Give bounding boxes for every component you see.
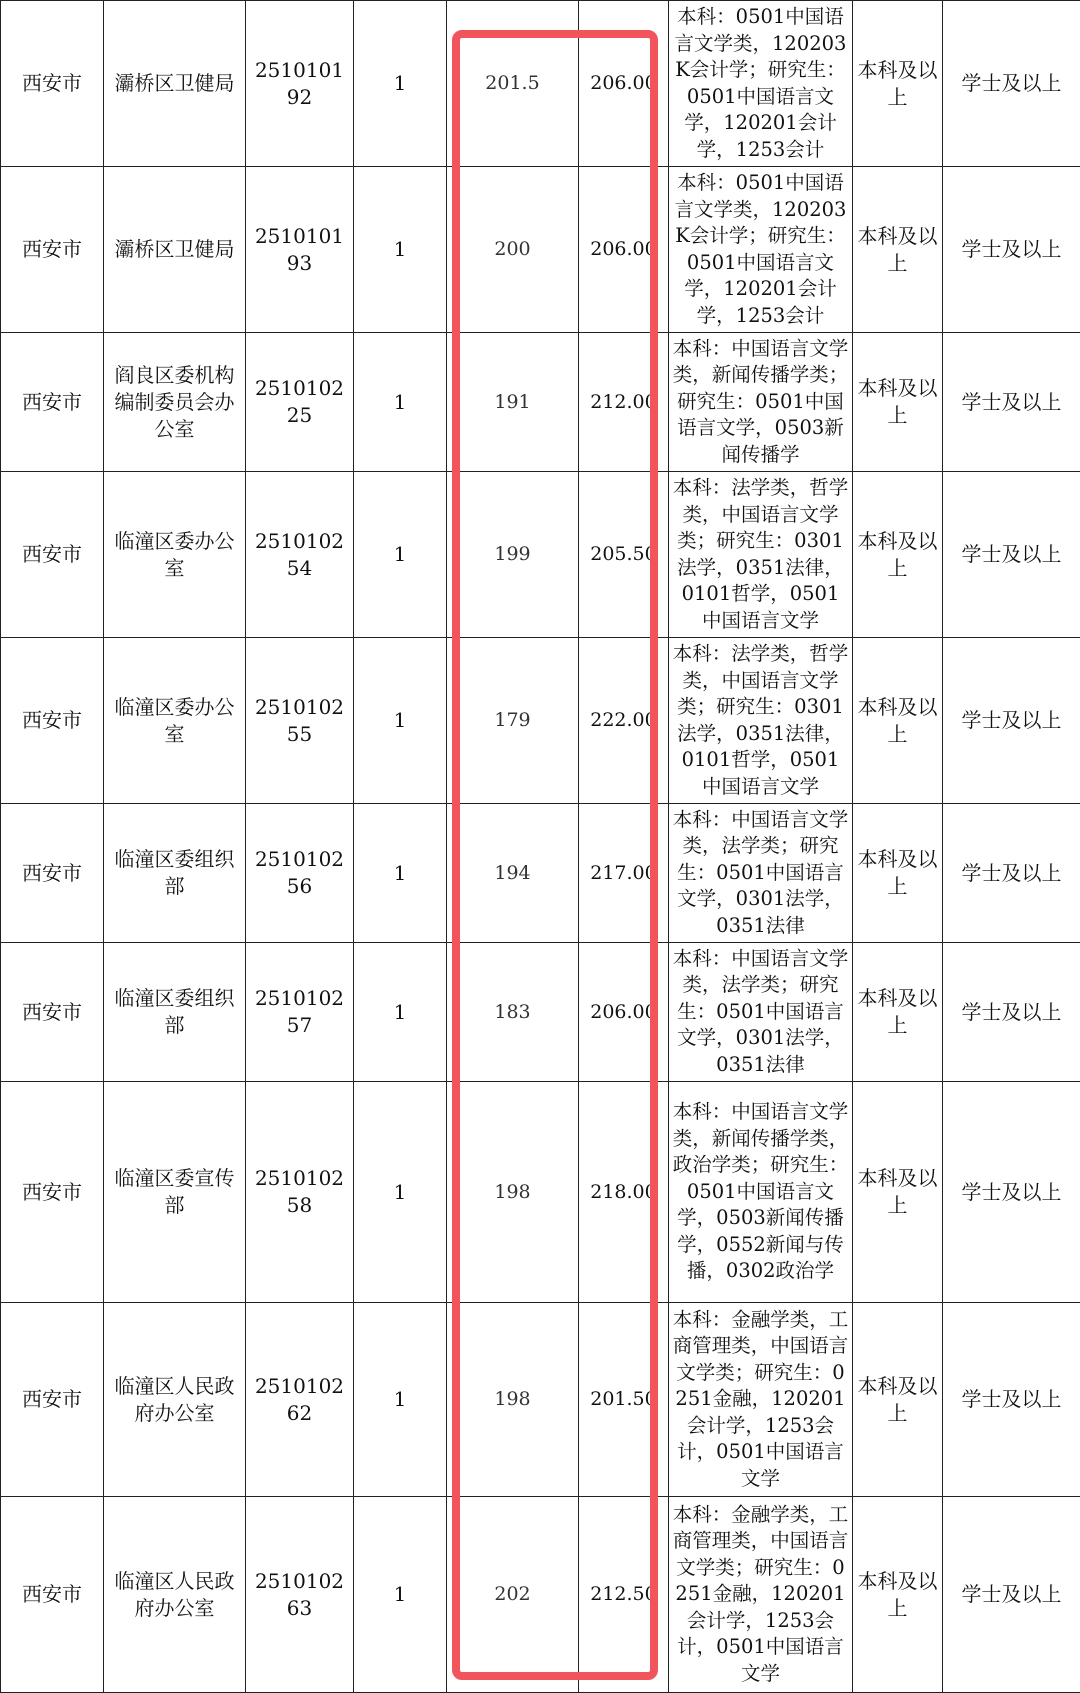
edu-cell: 本科及以上 [853,638,943,804]
table-row [1,1,1080,167]
line-cell: 205.50 [579,472,669,638]
edu-cell: 本科及以上 [853,167,943,333]
code-cell: 251010192 [246,1,354,167]
unit-cell: 临潼区委宣传部 [104,1082,246,1303]
unit-cell: 临潼区委组织部 [104,943,246,1082]
city-cell: 西安市 [1,1303,104,1497]
line-cell: 206.00 [579,167,669,333]
edu-cell: 本科及以上 [853,1,943,167]
count-cell: 1 [354,804,447,943]
major-cell: 本科：中国语言文学类，法学类；研究生：0501中国语言文学，0301法学，0351法律 [669,804,853,943]
city-cell: 西安市 [1,804,104,943]
degree-cell: 学士及以上 [943,1497,1080,1693]
degree-cell: 学士及以上 [943,167,1080,333]
degree-cell: 学士及以上 [943,1303,1080,1497]
line-cell: 212.50 [579,1497,669,1693]
code-cell: 251010263 [246,1497,354,1693]
line-cell: 217.00 [579,804,669,943]
count-cell: 1 [354,472,447,638]
degree-cell: 学士及以上 [943,472,1080,638]
code-cell: 251010254 [246,472,354,638]
score-cell: 200 [447,167,579,333]
edu-cell: 本科及以上 [853,1082,943,1303]
edu-cell: 本科及以上 [853,1303,943,1497]
code-cell: 251010225 [246,333,354,472]
count-cell: 1 [354,1303,447,1497]
table-row [1,333,1080,472]
table-row [1,1082,1080,1303]
table-row [1,472,1080,638]
line-cell: 201.50 [579,1303,669,1497]
code-cell: 251010193 [246,167,354,333]
edu-cell: 本科及以上 [853,943,943,1082]
table-row [1,638,1080,804]
table-row [1,1497,1080,1693]
major-cell: 本科：法学类，哲学类，中国语言文学类；研究生：0301法学，0351法律，0101哲学，0501中国语言文学 [669,472,853,638]
score-cell: 202 [447,1497,579,1693]
score-cell: 201.5 [447,1,579,167]
degree-cell: 学士及以上 [943,1082,1080,1303]
major-cell: 本科：中国语言文学类，法学类；研究生：0501中国语言文学，0301法学，0351法律 [669,943,853,1082]
code-cell: 251010258 [246,1082,354,1303]
degree-cell: 学士及以上 [943,804,1080,943]
score-cell: 198 [447,1303,579,1497]
code-cell: 251010256 [246,804,354,943]
major-cell: 本科：中国语言文学类，新闻传播学类，政治学类；研究生：0501中国语言文学，0503新闻传播学，0552新闻与传播，0302政治学 [669,1082,853,1303]
line-cell: 206.00 [579,943,669,1082]
major-cell: 本科：中国语言文学类，新闻传播学类；研究生：0501中国语言文学，0503新闻传播学 [669,333,853,472]
degree-cell: 学士及以上 [943,1,1080,167]
count-cell: 1 [354,1082,447,1303]
city-cell: 西安市 [1,167,104,333]
edu-cell: 本科及以上 [853,472,943,638]
score-cell: 183 [447,943,579,1082]
table-row [1,167,1080,333]
edu-cell: 本科及以上 [853,1497,943,1693]
degree-cell: 学士及以上 [943,943,1080,1082]
count-cell: 1 [354,333,447,472]
count-cell: 1 [354,638,447,804]
unit-cell: 临潼区人民政府办公室 [104,1303,246,1497]
table-row [1,804,1080,943]
major-cell: 本科：0501中国语言文学类，120203K会计学；研究生：0501中国语言文学，120201会计学，1253会计 [669,167,853,333]
unit-cell: 临潼区人民政府办公室 [104,1497,246,1693]
score-cell: 194 [447,804,579,943]
code-cell: 251010257 [246,943,354,1082]
unit-cell: 临潼区委办公室 [104,638,246,804]
line-cell: 222.00 [579,638,669,804]
count-cell: 1 [354,943,447,1082]
code-cell: 251010255 [246,638,354,804]
score-cell: 179 [447,638,579,804]
city-cell: 西安市 [1,472,104,638]
degree-cell: 学士及以上 [943,638,1080,804]
unit-cell: 临潼区委组织部 [104,804,246,943]
city-cell: 西安市 [1,1497,104,1693]
major-cell: 本科：金融学类，工商管理类，中国语言文学类；研究生：0251金融，120201会计学，1253会计，0501中国语言文学 [669,1497,853,1693]
score-cell: 199 [447,472,579,638]
unit-cell: 临潼区委办公室 [104,472,246,638]
city-cell: 西安市 [1,1,104,167]
city-cell: 西安市 [1,1082,104,1303]
line-cell: 212.00 [579,333,669,472]
city-cell: 西安市 [1,638,104,804]
city-cell: 西安市 [1,943,104,1082]
unit-cell: 灞桥区卫健局 [104,167,246,333]
major-cell: 本科：金融学类，工商管理类，中国语言文学类；研究生：0251金融，120201会计学，1253会计，0501中国语言文学 [669,1303,853,1497]
edu-cell: 本科及以上 [853,804,943,943]
count-cell: 1 [354,1,447,167]
code-cell: 251010262 [246,1303,354,1497]
line-cell: 218.00 [579,1082,669,1303]
table-row [1,1303,1080,1497]
count-cell: 1 [354,167,447,333]
major-cell: 本科：0501中国语言文学类，120203K会计学；研究生：0501中国语言文学，120201会计学，1253会计 [669,1,853,167]
line-cell: 206.00 [579,1,669,167]
city-cell: 西安市 [1,333,104,472]
score-cell: 191 [447,333,579,472]
unit-cell: 阎良区委机构编制委员会办公室 [104,333,246,472]
table-row [1,943,1080,1082]
degree-cell: 学士及以上 [943,333,1080,472]
count-cell: 1 [354,1497,447,1693]
major-cell: 本科：法学类，哲学类，中国语言文学类；研究生：0301法学，0351法律，0101哲学，0501中国语言文学 [669,638,853,804]
score-cell: 198 [447,1082,579,1303]
edu-cell: 本科及以上 [853,333,943,472]
unit-cell: 灞桥区卫健局 [104,1,246,167]
